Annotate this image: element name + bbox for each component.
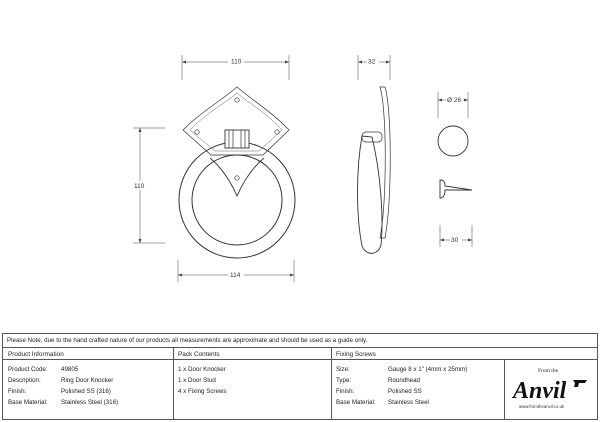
screw-head-top bbox=[438, 126, 468, 156]
disclaimer-note: Please Note, due to the hand crafted nature of our products all measurements are approximate and should be used as a guide only. bbox=[7, 337, 368, 344]
divider bbox=[173, 347, 174, 419]
fixing-label: Base Material: bbox=[336, 399, 376, 406]
product-info-heading: Product Information bbox=[8, 351, 64, 358]
divider bbox=[3, 359, 597, 360]
screw-side bbox=[440, 180, 472, 198]
anvil-icon bbox=[573, 380, 587, 387]
dim-screw-diameter: Ø 26 bbox=[447, 97, 462, 104]
pack-contents-heading: Pack Contents bbox=[178, 351, 220, 358]
product-info-value: Stainless Steel (316) bbox=[61, 399, 119, 406]
fixing-label: Type: bbox=[336, 377, 352, 384]
fixing-value: Gauge 8 x 1" (4mm x 25mm) bbox=[388, 366, 468, 373]
front-hinge bbox=[225, 130, 249, 148]
pack-item: 1 x Door Knocker bbox=[178, 366, 226, 373]
front-hole bbox=[235, 98, 239, 102]
front-hole bbox=[195, 130, 199, 134]
dim-front-height: 110 bbox=[134, 183, 145, 190]
divider bbox=[504, 359, 505, 419]
fixing-value: Roundhead bbox=[388, 377, 420, 384]
logo-url: www.fromtheanvil.co.uk bbox=[519, 404, 565, 409]
front-hole bbox=[235, 176, 239, 180]
fixing-label: Finish: bbox=[336, 388, 355, 395]
fixing-label: Size: bbox=[336, 366, 350, 373]
pack-item: 1 x Door Stud bbox=[178, 377, 216, 384]
fixing-value: Polished SS bbox=[388, 388, 422, 395]
product-info-label: Base Material: bbox=[8, 399, 48, 406]
front-ring-pendant bbox=[210, 158, 264, 196]
front-hole bbox=[275, 130, 279, 134]
fixing-value: Stainless Steel bbox=[388, 399, 429, 406]
front-ring-inner bbox=[192, 155, 282, 245]
side-ring bbox=[358, 136, 382, 253]
pack-item: 4 x Fixing Screws bbox=[178, 388, 227, 395]
product-info-label: Finish: bbox=[8, 388, 27, 395]
product-info-value: Ring Door Knocker bbox=[61, 377, 114, 384]
dim-ring-width: 114 bbox=[230, 272, 241, 279]
fixing-screws-heading: Fixing Screws bbox=[336, 351, 376, 358]
dim-screw-length: 30 bbox=[451, 237, 459, 244]
info-table bbox=[2, 333, 598, 420]
dim-front-width: 110 bbox=[231, 58, 242, 66]
product-info-label: Description: bbox=[8, 377, 41, 384]
logo-from-the: From the bbox=[538, 368, 559, 374]
anvil-logo bbox=[511, 364, 591, 416]
product-info-label: Product Code: bbox=[8, 366, 48, 373]
divider bbox=[3, 347, 597, 348]
product-info-value: Polished SS (316) bbox=[61, 388, 111, 395]
logo-brand: Anvil bbox=[513, 378, 567, 404]
divider bbox=[331, 347, 332, 419]
product-info-value: 49805 bbox=[61, 366, 79, 373]
dim-side-depth: 32 bbox=[368, 58, 376, 66]
front-ring-outer bbox=[179, 142, 295, 258]
